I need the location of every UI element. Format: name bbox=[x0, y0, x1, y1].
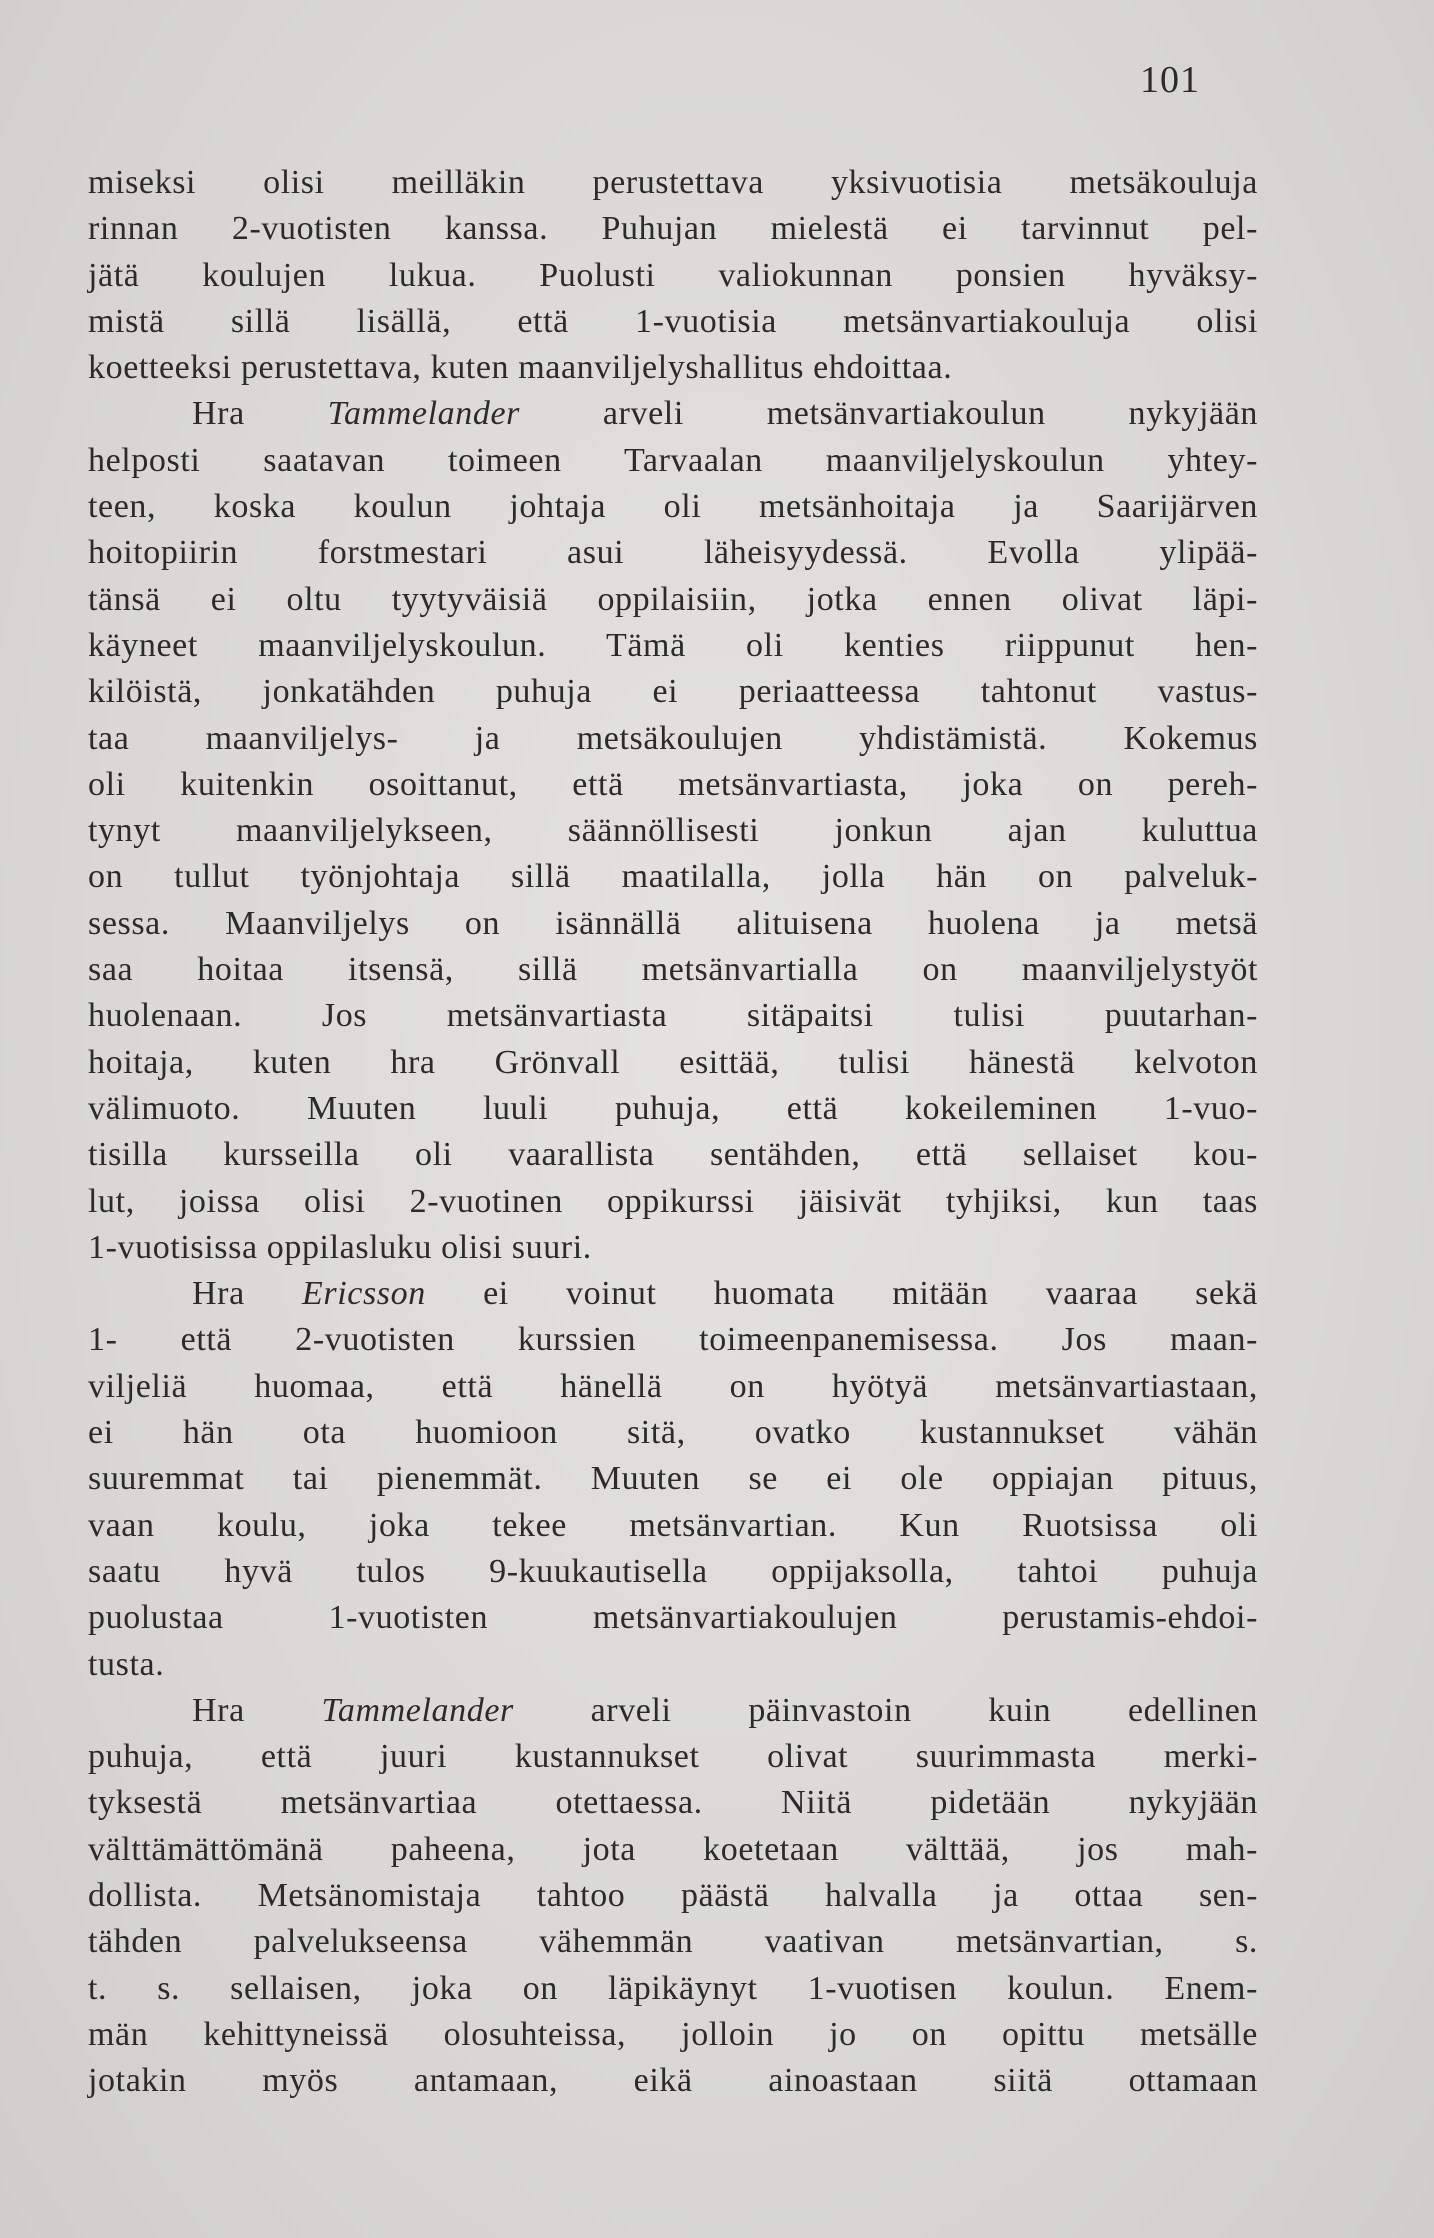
text-line: tähden palvelukseensa vähemmän vaativan metsänvartian, s. bbox=[88, 1923, 1258, 1961]
text-line: on tullut työnjohtaja sillä maatilalla, jolla hän on palveluk- bbox=[88, 858, 1258, 896]
text-line: dollista. Metsänomistaja tahtoo päästä halvalla ja ottaa sen- bbox=[88, 1876, 1258, 1914]
text-line: ei hän ota huomioon sitä, ovatko kustannukset vähän bbox=[88, 1414, 1258, 1452]
text-line: koetteeksi perustettava, kuten maanviljelyshallitus ehdoittaa. bbox=[88, 349, 953, 387]
text-line: män kehittyneissä olosuhteissa, jolloin jo on opittu metsälle bbox=[88, 2015, 1258, 2053]
text-line: jotakin myös antamaan, eikä ainoastaan siitä ottamaan bbox=[88, 2062, 1258, 2100]
text-line: lut, joissa olisi 2-vuotinen oppikurssi jäisivät tyhjiksi, kun taas bbox=[88, 1182, 1258, 1220]
text-line: puolustaa 1-vuotisten metsänvartiakoulujen perustamis-ehdoi- bbox=[88, 1599, 1258, 1637]
text-line: taa maanviljelys- ja metsäkoulujen yhdistämistä. Kokemus bbox=[88, 719, 1258, 757]
text-line: hoitopiirin forstmestari asui läheisyydessä. Evolla ylipää- bbox=[88, 534, 1258, 572]
text-line: oli kuitenkin osoittanut, että metsänvartiasta, joka on pereh- bbox=[88, 765, 1258, 803]
text-line: saa hoitaa itsensä, sillä metsänvartialla on maanviljelystyöt bbox=[88, 951, 1258, 989]
text-line: mistä sillä lisällä, että 1-vuotisia metsänvartiakouluja olisi bbox=[88, 302, 1258, 340]
text-line: suuremmat tai pienemmät. Muuten se ei ole oppiajan pituus, bbox=[88, 1460, 1258, 1498]
text-segment: ei voinut huomata mitään vaaraa sekä bbox=[425, 1275, 1258, 1313]
text-line: miseksi olisi meilläkin perustettava yksivuotisia metsäkouluja bbox=[88, 164, 1258, 201]
body-text bbox=[88, 160, 1258, 2104]
text-segment: arveli päinvastoin kuin edellinen bbox=[513, 1691, 1258, 1729]
text-line: rinnan 2-vuotisten kanssa. Puhujan mielestä ei tarvinnut pel- bbox=[88, 210, 1258, 248]
text-line bbox=[88, 1271, 1258, 1317]
text-line: sessa. Maanviljelys on isännällä alituisena huolena ja metsä bbox=[88, 904, 1258, 942]
speaker-name: Tammelander bbox=[327, 395, 520, 433]
page-number: 101 bbox=[1140, 59, 1200, 101]
text-line: tusta. bbox=[88, 1645, 165, 1683]
text-line: kilöistä, jonkatähden puhuja ei periaatteessa tahtonut vastus- bbox=[88, 673, 1258, 711]
text-line: puhuja, että juuri kustannukset olivat suurimmasta merki- bbox=[88, 1738, 1258, 1776]
speaker-name: Ericsson bbox=[302, 1275, 426, 1313]
text-line: välimuoto. Muuten luuli puhuja, että kokeileminen 1-vuo- bbox=[88, 1089, 1258, 1127]
text-segment: Hra bbox=[192, 1691, 322, 1729]
text-line: 1-vuotisissa oppilasluku olisi suuri. bbox=[88, 1228, 592, 1266]
text-line: hoitaja, kuten hra Grönvall esittää, tulisi hänestä kelvoton bbox=[88, 1043, 1258, 1081]
text-line: tänsä ei oltu tyytyväisiä oppilaisiin, jotka ennen olivat läpi- bbox=[88, 580, 1258, 618]
speaker-name: Tammelander bbox=[321, 1691, 514, 1729]
text-line: tisilla kursseilla oli vaarallista sentähden, että sellaiset kou- bbox=[88, 1136, 1258, 1174]
text-line: jätä koulujen lukua. Puolusti valiokunnan ponsien hyväksy- bbox=[88, 256, 1258, 294]
text-line: 1- että 2-vuotisten kurssien toimeenpanemisessa. Jos maan- bbox=[88, 1321, 1258, 1359]
text-line: saatu hyvä tulos 9-kuukautisella oppijaksolla, tahtoi puhuja bbox=[88, 1552, 1258, 1590]
text-line bbox=[88, 1688, 1258, 1734]
text-segment: Hra bbox=[192, 1275, 303, 1313]
text-line: vaan koulu, joka tekee metsänvartian. Kun Ruotsissa oli bbox=[88, 1506, 1258, 1544]
text-line: tynyt maanviljelykseen, säännöllisesti jonkun ajan kuluttua bbox=[88, 812, 1258, 850]
text-line bbox=[88, 391, 1258, 437]
text-line: käyneet maanviljelyskoulun. Tämä oli kenties riippunut hen- bbox=[88, 626, 1258, 664]
text-line: tyksestä metsänvartiaa otettaessa. Niitä pidetään nykyjään bbox=[88, 1784, 1258, 1822]
text-line: helposti saatavan toimeen Tarvaalan maanviljelyskoulun yhtey- bbox=[88, 441, 1258, 479]
text-segment: Hra bbox=[192, 395, 328, 433]
text-line: välttämättömänä paheena, jota koetetaan välttää, jos mah- bbox=[88, 1830, 1258, 1868]
text-line: huolenaan. Jos metsänvartiasta sitäpaitsi tulisi puutarhan- bbox=[88, 997, 1258, 1035]
text-line: t. s. sellaisen, joka on läpikäynyt 1-vuotisen koulun. Enem- bbox=[88, 1969, 1258, 2007]
text-line: teen, koska koulun johtaja oli metsänhoitaja ja Saarijärven bbox=[88, 488, 1258, 526]
text-segment: arveli metsänvartiakoulun nykyjään bbox=[520, 395, 1258, 433]
text-line: viljeliä huomaa, että hänellä on hyötyä metsänvartiastaan, bbox=[88, 1367, 1258, 1405]
